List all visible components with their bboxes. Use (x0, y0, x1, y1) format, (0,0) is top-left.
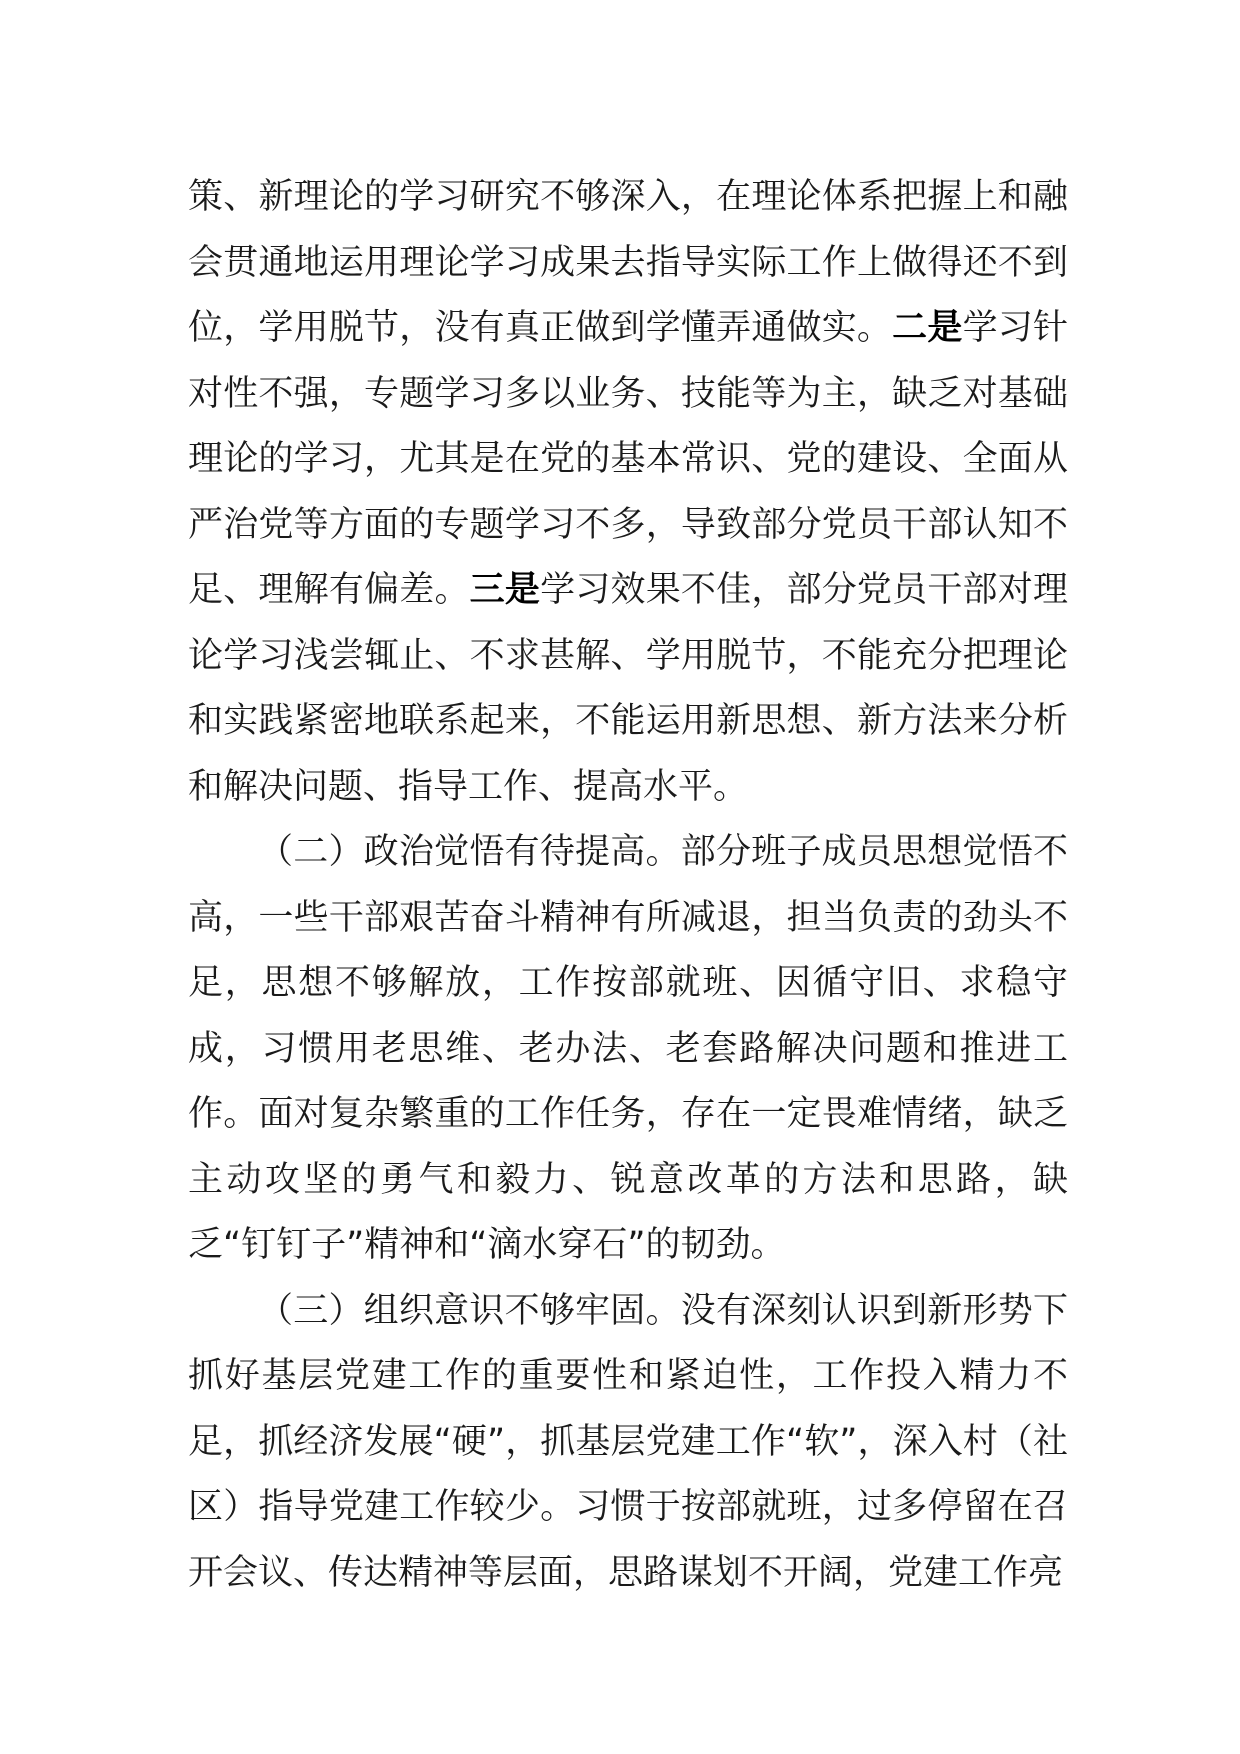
paragraph-text: 策、新理论的学习研究不够深入，在理论体系把握上和融会贯通地运用理论学习成果去指导实际工作上做得还不到位，学用脱节，没有真正做到学懂弄通做实。 (188, 177, 1068, 348)
paragraph-organizational-awareness: （三）组织意识不够牢固。没有深刻认识到新形势下抓好基层党建工作的重要性和紧迫性，工作投入精力不足，抓经济发展“硬”，抓基层党建工作“软”，深入村（社区）指导党建工作较少。习惯于按部就班，过多停留在召开会议、传达精神等层面，思路谋划不开阔，党建工作亮 (188, 1290, 1068, 1593)
document-body (188, 165, 1068, 1606)
bold-marker-second: 二是 (892, 308, 963, 348)
paragraph-text: 学习效果不佳，部分党员干部对理论学习浅尝辄止、不求甚解、学用脱节，不能充分把理论和实践紧密地联系起来，不能运用新思想、新方法来分析和解决问题、指导工作、提高水平。 (188, 570, 1068, 807)
paragraph-study-issues (188, 165, 1068, 820)
bold-marker-third: 三是 (469, 570, 541, 610)
paragraph-political-awareness: （二）政治觉悟有待提高。部分班子成员思想觉悟不高，一些干部艰苦奋斗精神有所减退，担当负责的劲头不足，思想不够解放，工作按部就班、因循守旧、求稳守成，习惯用老思维、老办法、老套路解决问题和推进工作。面对复杂繁重的工作任务，存在一定畏难情绪，缺乏主动攻坚的勇气和毅力、锐意改革的方法和思路，缺乏“钉钉子”精神和“滴水穿石”的韧劲。 (188, 832, 1068, 1265)
paragraph-text: 学习针对性不强，专题学习多以业务、技能等为主，缺乏对基础理论的学习，尤其是在党的基本常识、党的建设、全面从严治党等方面的专题学习不多，导致部分党员干部认知不足、理解有偏差。 (188, 308, 1068, 610)
